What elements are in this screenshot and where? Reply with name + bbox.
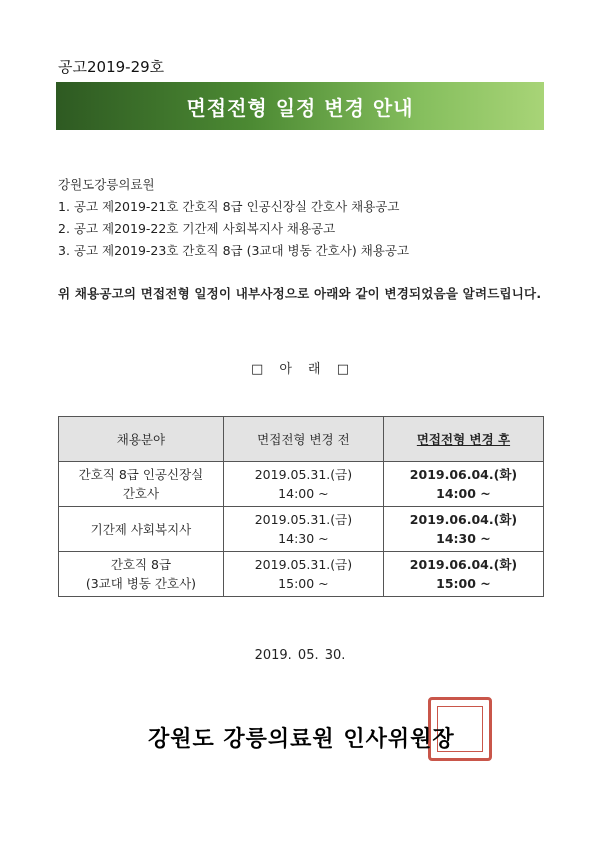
cell-text: 간호직 8급 xyxy=(110,557,172,572)
cell-text: 기간제 사회복지사 xyxy=(90,521,192,537)
schedule-table xyxy=(58,416,544,597)
table-row xyxy=(59,507,544,552)
cell-before xyxy=(223,462,383,507)
page-title: 면접전형 일정 변경 안내 xyxy=(186,95,414,120)
cell-text: 2019.06.04.(화) xyxy=(409,512,518,527)
cell-before xyxy=(223,507,383,552)
recruitment-list xyxy=(58,196,409,262)
cell-text: 간호직 8급 인공신장실 xyxy=(78,467,204,482)
notice-number: 공고2019-29호 xyxy=(58,58,165,76)
list-item: 1. 공고 제2019-21호 간호직 8급 인공신장실 간호사 채용공고 xyxy=(58,199,400,214)
header-field: 채용분야 xyxy=(59,417,224,462)
cell-text: 14:30 ~ xyxy=(436,531,491,546)
document-date: 2019. 05. 30. xyxy=(254,648,346,663)
cell-text: 14:00 ~ xyxy=(278,486,329,501)
cell-after xyxy=(383,507,543,552)
organization-name: 강원도강릉의료원 xyxy=(58,177,155,192)
cell-text: 14:30 ~ xyxy=(278,531,329,546)
cell-field xyxy=(59,462,224,507)
list-item: 2. 공고 제2019-22호 기간제 사회복지사 채용공고 xyxy=(58,221,336,236)
cell-text: 14:00 ~ xyxy=(436,486,491,501)
cell-text: 2019.05.31.(금) xyxy=(254,467,353,482)
table-row xyxy=(59,462,544,507)
header-before: 면접전형 변경 전 xyxy=(223,417,383,462)
cell-text: 15:00 ~ xyxy=(278,576,329,591)
cell-text: 15:00 ~ xyxy=(436,576,491,591)
cell-field xyxy=(59,507,224,552)
header-after: 면접전형 변경 후 xyxy=(383,417,543,462)
cell-text: (3교대 병동 간호사) xyxy=(85,576,197,591)
cell-before xyxy=(223,552,383,597)
cell-text: 간호사 xyxy=(122,486,160,501)
cell-text: 2019.06.04.(화) xyxy=(409,557,518,572)
cell-text: 2019.05.31.(금) xyxy=(254,512,353,527)
cell-field xyxy=(59,552,224,597)
below-heading: □ 아 래 □ xyxy=(250,362,350,377)
table-header-row xyxy=(59,417,544,462)
cell-text: 2019.05.31.(금) xyxy=(254,557,353,572)
announcement-text: 위 채용공고의 면접전형 일정이 내부사정으로 아래와 같이 변경되었음을 알려드립니다. xyxy=(58,286,542,301)
signature-line: 강원도 강릉의료원 인사위원장 xyxy=(148,727,455,752)
cell-after xyxy=(383,552,543,597)
list-item: 3. 공고 제2019-23호 간호직 8급 (3교대 병동 간호사) 채용공고 xyxy=(58,243,410,258)
cell-after xyxy=(383,462,543,507)
cell-text: 2019.06.04.(화) xyxy=(409,467,518,482)
table-row xyxy=(59,552,544,597)
title-banner xyxy=(56,82,544,130)
